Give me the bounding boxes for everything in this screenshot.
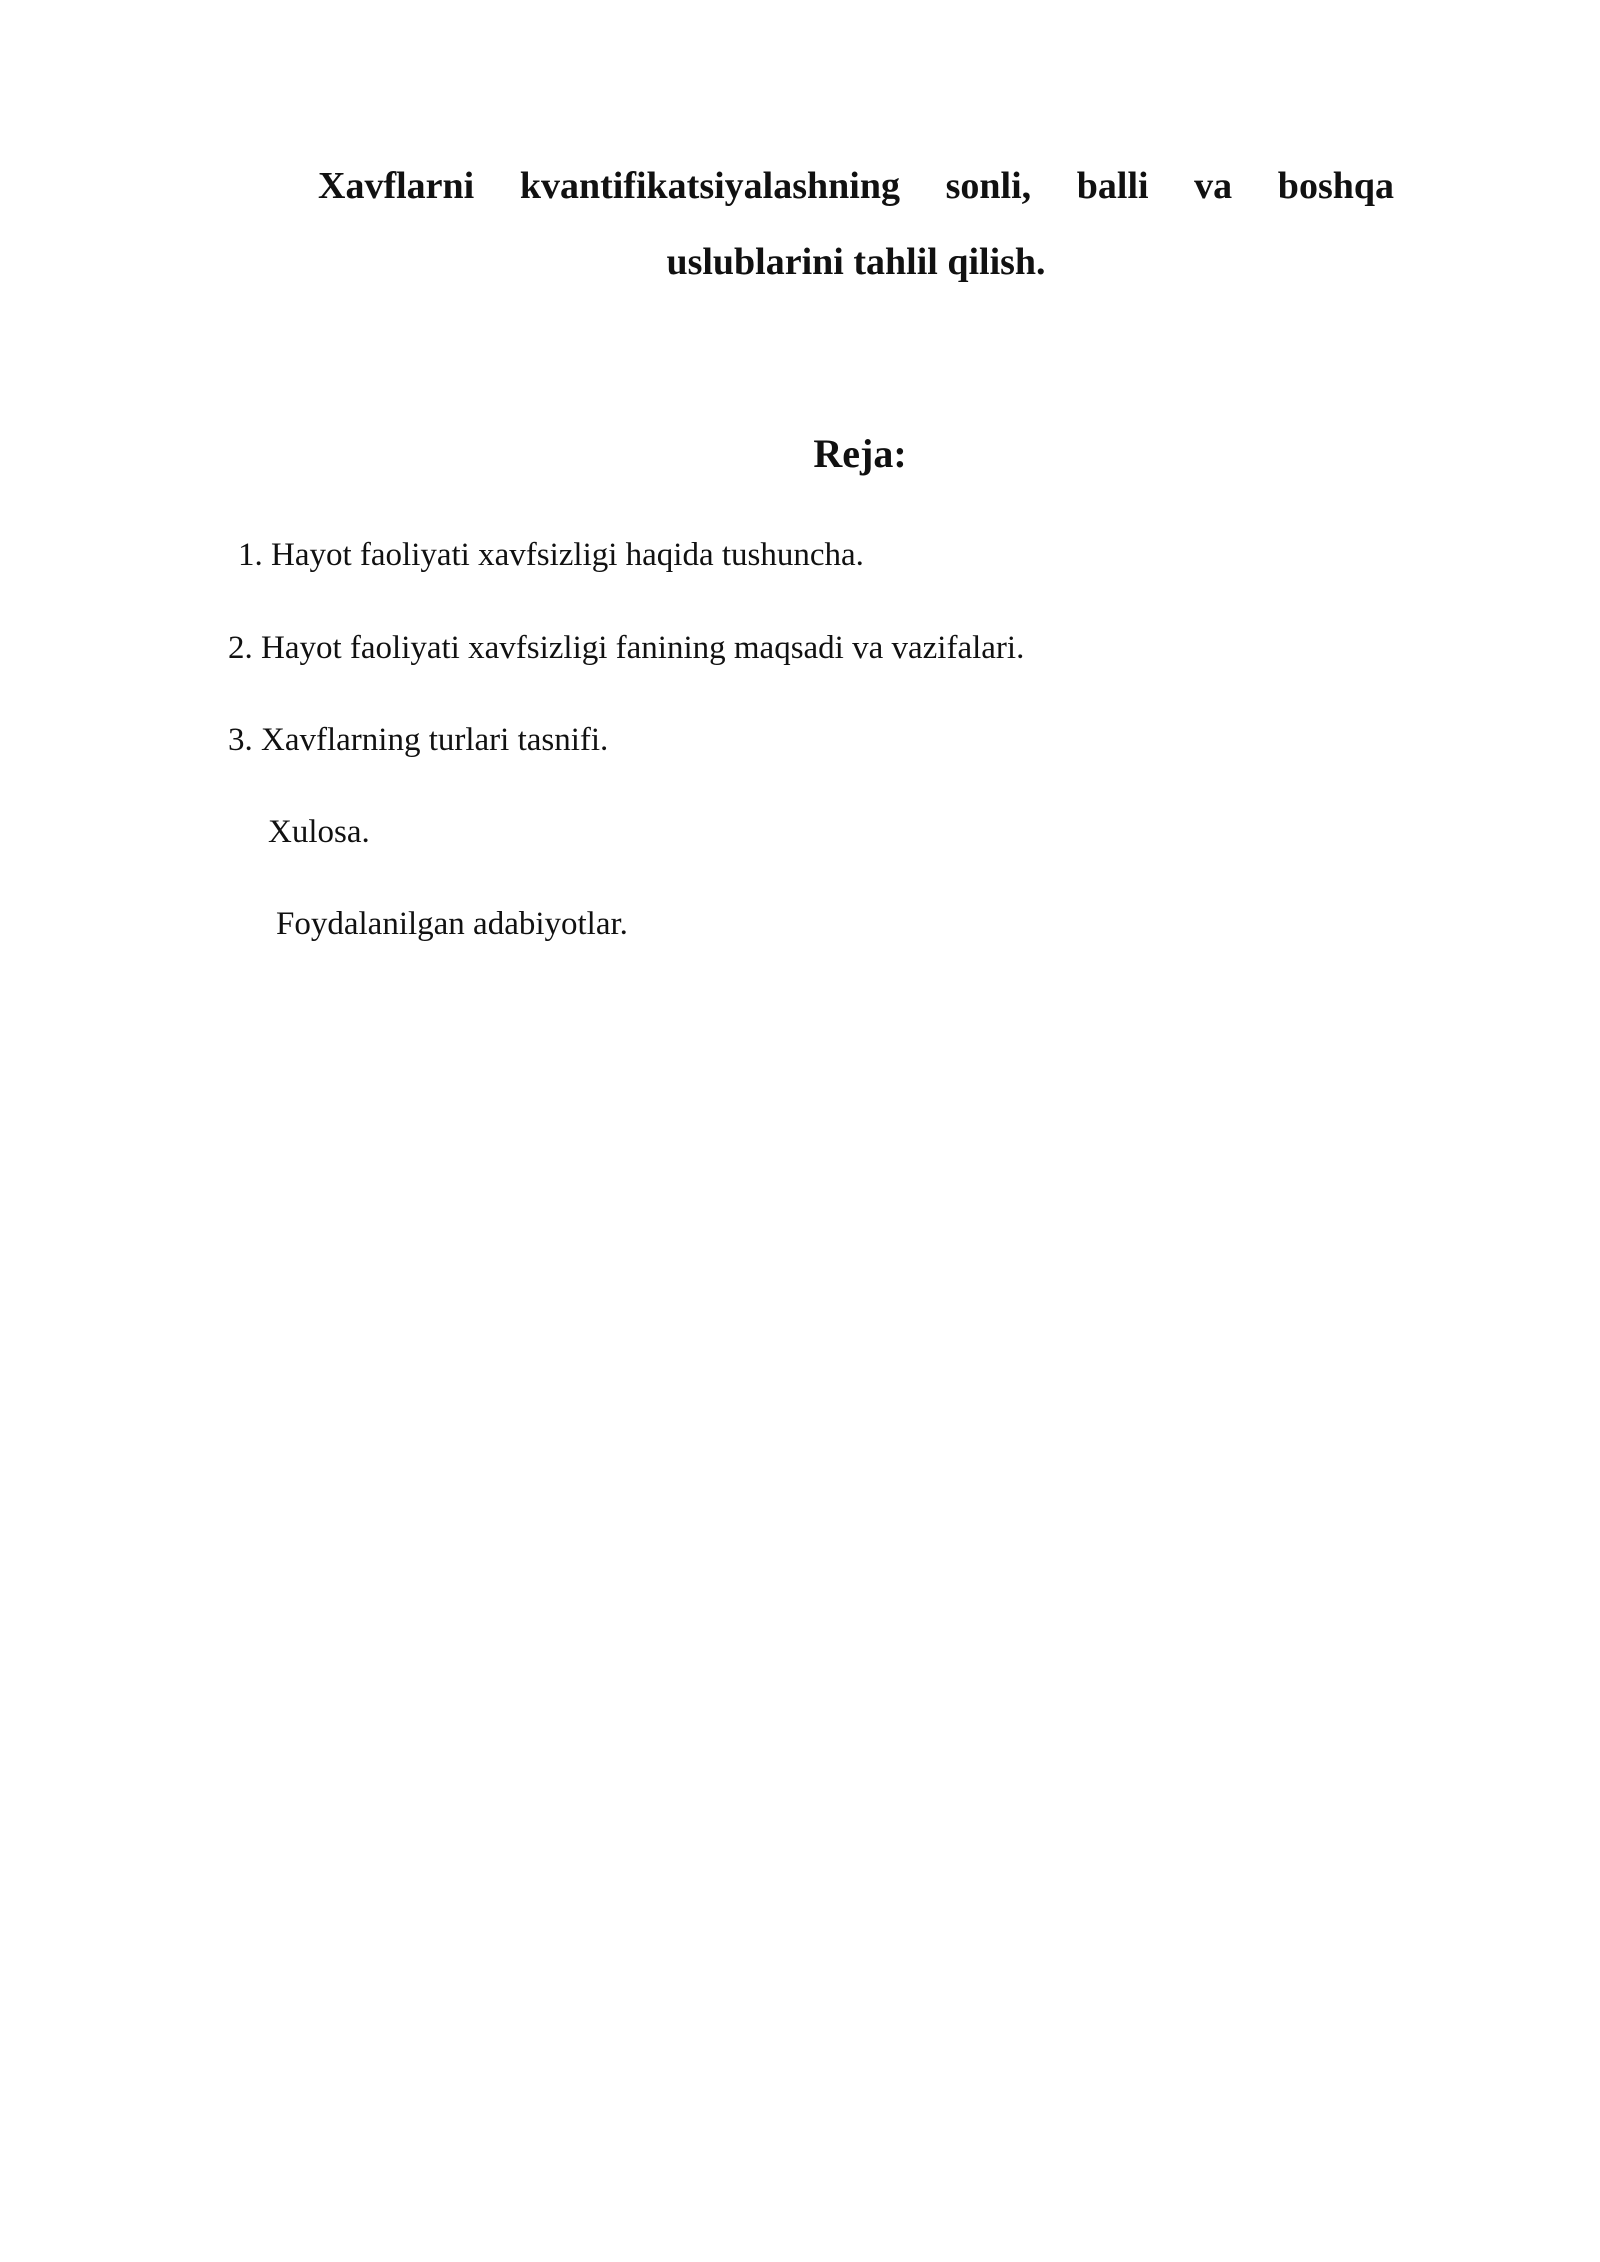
plan-item: 2. Hayot faoliyati xavfsizligi fanining maqsadi va vazifalari. xyxy=(228,630,1025,666)
title-line-2: uslublarini tahlil qilish. xyxy=(666,241,1046,283)
document-title xyxy=(318,148,1394,300)
plan-item: 1. Hayot faoliyati xavfsizligi haqida tushuncha. xyxy=(238,537,864,573)
plan-item-conclusion: Xulosa. xyxy=(268,814,370,850)
plan-heading: Reja: xyxy=(813,431,907,476)
plan-item-references: Foydalanilgan adabiyotlar. xyxy=(276,906,628,942)
title-line-1: Xavflarni kvantifikatsiyalashning sonli, balli va boshqa xyxy=(318,165,1394,207)
plan-item: 3. Xavflarning turlari tasnifi. xyxy=(228,722,609,758)
